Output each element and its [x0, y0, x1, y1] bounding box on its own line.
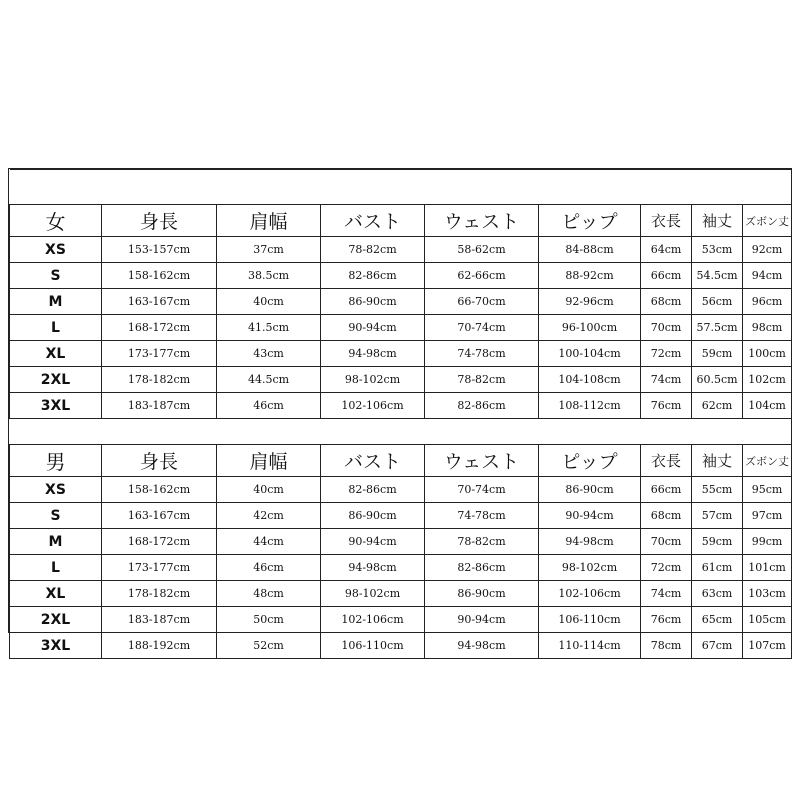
column-header-shoulder-width: 肩幅 [217, 445, 321, 477]
size-label: 2XL [10, 607, 102, 633]
women-row [10, 341, 792, 367]
column-header-length: 衣長 [641, 205, 692, 237]
cell-waist: 70-74cm [425, 477, 539, 503]
size-table [9, 169, 792, 659]
women-label: 女 [10, 205, 102, 237]
size-label: M [10, 529, 102, 555]
cell-shoulder-width: 41.5cm [217, 315, 321, 341]
cell-bust: 98-102cm [321, 581, 425, 607]
cell-sleeve: 60.5cm [692, 367, 743, 393]
cell-height: 158-162cm [102, 477, 217, 503]
men-row [10, 555, 792, 581]
cell-hip: 86-90cm [539, 477, 641, 503]
column-header-hip: ピップ [539, 205, 641, 237]
cell-shoulder-width: 50cm [217, 607, 321, 633]
cell-bust: 82-86cm [321, 477, 425, 503]
cell-hip: 88-92cm [539, 263, 641, 289]
cell-hip: 106-110cm [539, 607, 641, 633]
cell-sleeve: 59cm [692, 529, 743, 555]
cell-sleeve: 67cm [692, 633, 743, 659]
column-header-sleeve: 袖丈 [692, 445, 743, 477]
cell-shoulder-width: 43cm [217, 341, 321, 367]
cell-bust: 102-106cm [321, 393, 425, 419]
column-header-length: 衣長 [641, 445, 692, 477]
cell-hip: 84-88cm [539, 237, 641, 263]
size-label: XL [10, 581, 102, 607]
cell-shoulder-width: 44.5cm [217, 367, 321, 393]
women-row [10, 263, 792, 289]
size-chart [8, 168, 792, 654]
cell-bust: 94-98cm [321, 341, 425, 367]
cell-shoulder-width: 38.5cm [217, 263, 321, 289]
cell-waist: 62-66cm [425, 263, 539, 289]
cell-waist: 82-86cm [425, 555, 539, 581]
cell-pants-length: 98cm [743, 315, 792, 341]
cell-hip: 96-100cm [539, 315, 641, 341]
cell-height: 173-177cm [102, 555, 217, 581]
cell-pants-length: 107cm [743, 633, 792, 659]
cell-waist: 58-62cm [425, 237, 539, 263]
cell-bust: 94-98cm [321, 555, 425, 581]
cell-sleeve: 63cm [692, 581, 743, 607]
size-label: 2XL [10, 367, 102, 393]
cell-bust: 82-86cm [321, 263, 425, 289]
cell-pants-length: 92cm [743, 237, 792, 263]
cell-height: 173-177cm [102, 341, 217, 367]
size-label: XL [10, 341, 102, 367]
cell-sleeve: 65cm [692, 607, 743, 633]
size-label: S [10, 503, 102, 529]
cell-waist: 78-82cm [425, 367, 539, 393]
cell-waist: 66-70cm [425, 289, 539, 315]
women-row [10, 393, 792, 419]
column-header-height: 身長 [102, 445, 217, 477]
cell-shoulder-width: 48cm [217, 581, 321, 607]
cell-bust: 86-90cm [321, 503, 425, 529]
cell-hip: 94-98cm [539, 529, 641, 555]
column-header-shoulder-width: 肩幅 [217, 205, 321, 237]
cell-pants-length: 97cm [743, 503, 792, 529]
size-label: XS [10, 477, 102, 503]
cell-length: 70cm [641, 315, 692, 341]
cell-height: 183-187cm [102, 607, 217, 633]
women-row [10, 237, 792, 263]
cell-length: 74cm [641, 581, 692, 607]
cell-bust: 90-94cm [321, 529, 425, 555]
cell-sleeve: 57cm [692, 503, 743, 529]
cell-waist: 74-78cm [425, 503, 539, 529]
cell-length: 68cm [641, 503, 692, 529]
cell-height: 178-182cm [102, 581, 217, 607]
cell-length: 76cm [641, 607, 692, 633]
column-header-waist: ウェスト [425, 445, 539, 477]
men-label: 男 [10, 445, 102, 477]
cell-waist: 78-82cm [425, 529, 539, 555]
cell-waist: 94-98cm [425, 633, 539, 659]
cell-length: 68cm [641, 289, 692, 315]
size-label: M [10, 289, 102, 315]
column-header-bust: バスト [321, 205, 425, 237]
size-label: XS [10, 237, 102, 263]
men-row [10, 607, 792, 633]
women-row [10, 367, 792, 393]
cell-pants-length: 103cm [743, 581, 792, 607]
men-row [10, 503, 792, 529]
cell-pants-length: 101cm [743, 555, 792, 581]
cell-waist: 74-78cm [425, 341, 539, 367]
cell-sleeve: 53cm [692, 237, 743, 263]
cell-shoulder-width: 37cm [217, 237, 321, 263]
cell-height: 163-167cm [102, 503, 217, 529]
size-label: L [10, 555, 102, 581]
cell-sleeve: 62cm [692, 393, 743, 419]
cell-pants-length: 104cm [743, 393, 792, 419]
column-header-waist: ウェスト [425, 205, 539, 237]
cell-length: 72cm [641, 341, 692, 367]
cell-shoulder-width: 46cm [217, 393, 321, 419]
column-header-pants-length: ズボン丈 [743, 445, 792, 477]
column-header-pants-length: ズボン丈 [743, 205, 792, 237]
cell-waist: 86-90cm [425, 581, 539, 607]
cell-hip: 100-104cm [539, 341, 641, 367]
cell-length: 66cm [641, 477, 692, 503]
men-row [10, 529, 792, 555]
cell-length: 64cm [641, 237, 692, 263]
cell-length: 74cm [641, 367, 692, 393]
cell-hip: 102-106cm [539, 581, 641, 607]
size-label: 3XL [10, 393, 102, 419]
cell-pants-length: 95cm [743, 477, 792, 503]
cell-height: 168-172cm [102, 529, 217, 555]
cell-height: 188-192cm [102, 633, 217, 659]
cell-sleeve: 59cm [692, 341, 743, 367]
cell-length: 66cm [641, 263, 692, 289]
cell-shoulder-width: 46cm [217, 555, 321, 581]
section-gap-row-cell [10, 419, 792, 445]
cell-bust: 102-106cm [321, 607, 425, 633]
cell-sleeve: 61cm [692, 555, 743, 581]
cell-length: 70cm [641, 529, 692, 555]
cell-shoulder-width: 42cm [217, 503, 321, 529]
cell-hip: 98-102cm [539, 555, 641, 581]
cell-sleeve: 55cm [692, 477, 743, 503]
cell-hip: 104-108cm [539, 367, 641, 393]
cell-waist: 70-74cm [425, 315, 539, 341]
women-row [10, 315, 792, 341]
cell-bust: 98-102cm [321, 367, 425, 393]
men-row [10, 477, 792, 503]
cell-hip: 108-112cm [539, 393, 641, 419]
cell-height: 183-187cm [102, 393, 217, 419]
cell-pants-length: 102cm [743, 367, 792, 393]
cell-waist: 90-94cm [425, 607, 539, 633]
cell-pants-length: 100cm [743, 341, 792, 367]
cell-shoulder-width: 40cm [217, 289, 321, 315]
men-row [10, 633, 792, 659]
size-label: S [10, 263, 102, 289]
column-header-sleeve: 袖丈 [692, 205, 743, 237]
column-header-bust: バスト [321, 445, 425, 477]
cell-bust: 86-90cm [321, 289, 425, 315]
cell-pants-length: 105cm [743, 607, 792, 633]
cell-height: 153-157cm [102, 237, 217, 263]
cell-pants-length: 96cm [743, 289, 792, 315]
top-blank-row [10, 170, 792, 205]
cell-height: 158-162cm [102, 263, 217, 289]
cell-hip: 92-96cm [539, 289, 641, 315]
size-label: 3XL [10, 633, 102, 659]
cell-pants-length: 99cm [743, 529, 792, 555]
cell-height: 163-167cm [102, 289, 217, 315]
cell-waist: 82-86cm [425, 393, 539, 419]
men-row [10, 581, 792, 607]
cell-length: 76cm [641, 393, 692, 419]
top-blank-row-cell [10, 170, 792, 205]
section-gap-row [10, 419, 792, 445]
cell-bust: 78-82cm [321, 237, 425, 263]
men-header-row [10, 445, 792, 477]
cell-hip: 90-94cm [539, 503, 641, 529]
cell-length: 78cm [641, 633, 692, 659]
size-label: L [10, 315, 102, 341]
cell-shoulder-width: 40cm [217, 477, 321, 503]
women-header-row [10, 205, 792, 237]
cell-hip: 110-114cm [539, 633, 641, 659]
cell-shoulder-width: 52cm [217, 633, 321, 659]
column-header-hip: ピップ [539, 445, 641, 477]
cell-shoulder-width: 44cm [217, 529, 321, 555]
cell-height: 168-172cm [102, 315, 217, 341]
column-header-height: 身長 [102, 205, 217, 237]
cell-sleeve: 57.5cm [692, 315, 743, 341]
women-row [10, 289, 792, 315]
cell-pants-length: 94cm [743, 263, 792, 289]
cell-sleeve: 54.5cm [692, 263, 743, 289]
cell-bust: 106-110cm [321, 633, 425, 659]
cell-length: 72cm [641, 555, 692, 581]
cell-sleeve: 56cm [692, 289, 743, 315]
cell-height: 178-182cm [102, 367, 217, 393]
cell-bust: 90-94cm [321, 315, 425, 341]
